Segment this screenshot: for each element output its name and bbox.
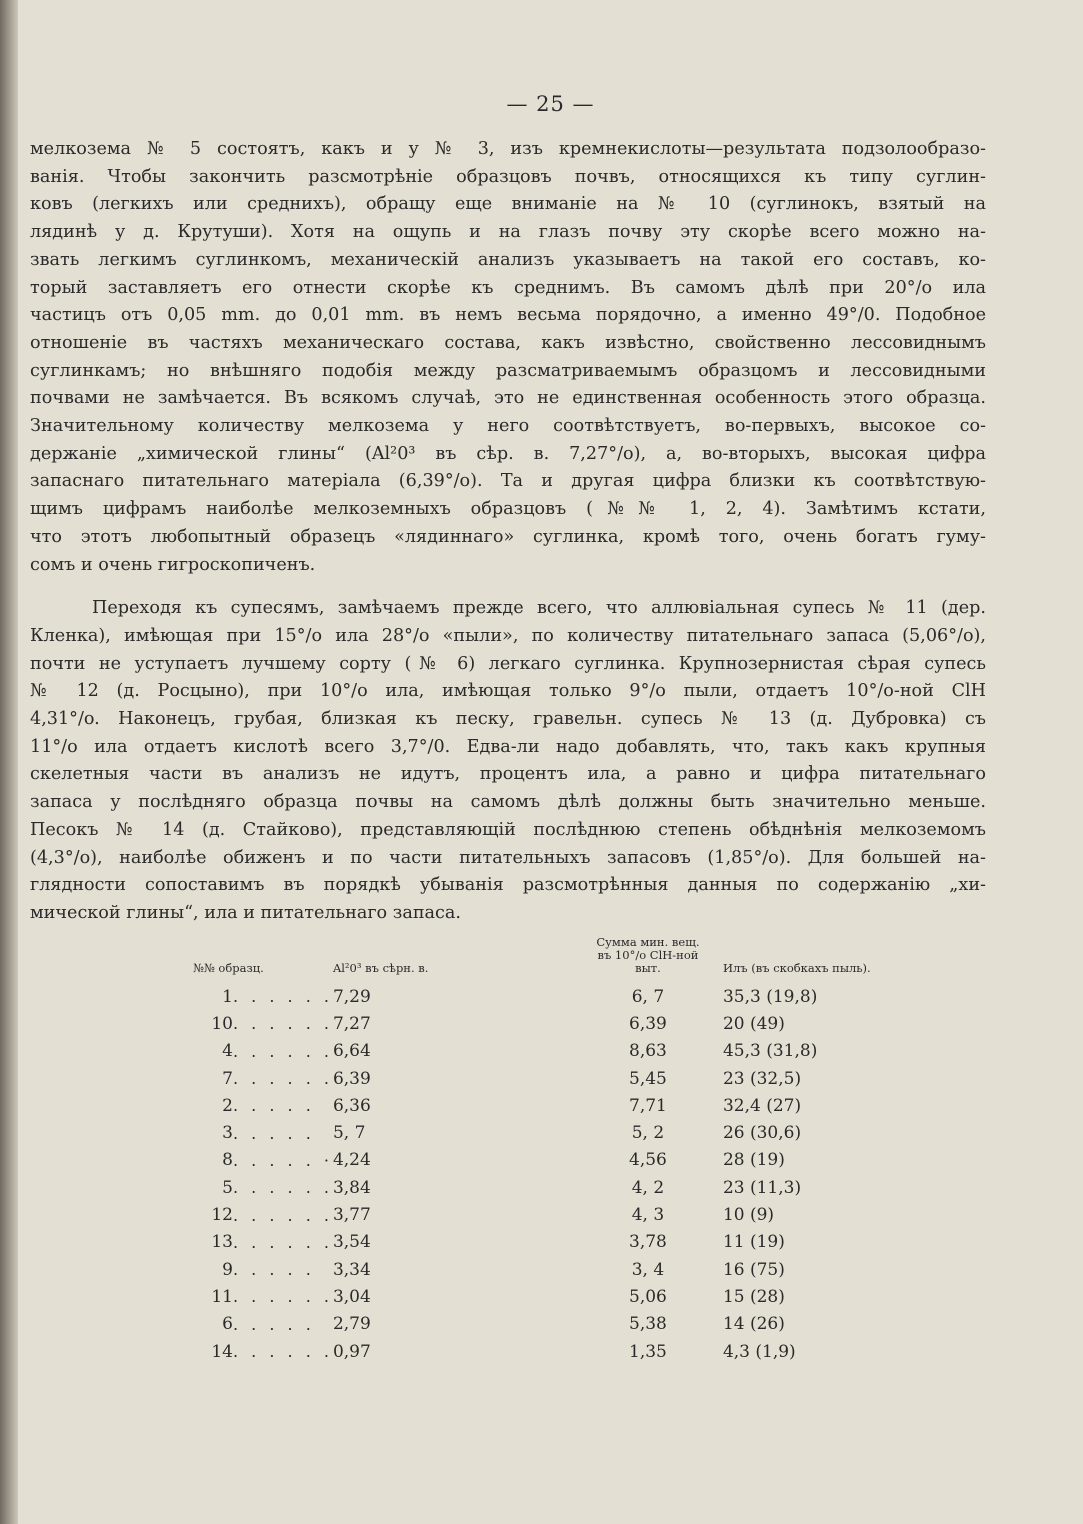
header-sample-no: №№ образц. [193,961,264,975]
cell-leader-dots: . . . . . . [233,1014,333,1034]
cell-al2o3: 5, 7 [332,1123,366,1144]
text-line: суглинкамъ; но внѣшняго подобія между разсматриваемымъ образцомъ и лессовидными [30,360,986,381]
table-row [193,983,953,1010]
header-al2o3: Al²0³ въ сѣрн. в. [332,961,429,975]
cell-silt-dust: 20 (49) [722,1013,785,1034]
cell-sample-no: 7 [222,1068,233,1089]
cell-sample-no: 4 [222,1041,233,1062]
text-line: Песокъ № 14 (д. Стайково), представляющій послѣднюю степень обѣднѣнія мелкоземомъ [30,819,986,840]
text-line: 11°/o ила отдаетъ кислотѣ всего 3,7°/0. Едва-ли надо добавлять, что, такъ какъ крупныя [30,736,986,757]
text-line: Переходя къ супесямъ, замѣчаемъ прежде всего, что аллювіальная супесь № 11 (дер. [92,598,986,619]
cell-leader-dots: . . . . . . [233,1178,333,1198]
cell-silt-dust: 4,3 (1,9) [722,1341,796,1362]
cell-leader-dots: . . . . . . [233,1232,333,1252]
cell-mineral-sum: 8,63 [629,1041,667,1062]
cell-leader-dots: . . . . . [233,1260,315,1280]
table-header-row [193,936,953,983]
cell-sample-no: 13 [211,1232,233,1253]
cell-mineral-sum: 6, 7 [631,986,665,1007]
table-row [193,1201,953,1228]
text-line: звать легкимъ суглинкомъ, механическій анализъ указываетъ на такой его составъ, ко- [30,249,986,270]
cell-sample-no: 5 [222,1177,233,1198]
header-mineral-sum-line3: выт. [635,961,661,975]
cell-al2o3: 3,84 [332,1177,371,1198]
cell-leader-dots: . . . . . . [233,1069,333,1089]
page-number: — 25 — [506,92,595,116]
table-row [193,1338,953,1365]
table-row [193,1010,953,1037]
body-text [30,136,986,928]
cell-sample-no: 11 [211,1286,233,1307]
cell-leader-dots: . . . . . [233,1096,315,1116]
cell-silt-dust: 28 (19) [722,1150,785,1171]
table-row [193,1147,953,1174]
cell-mineral-sum: 5,45 [629,1068,667,1089]
table-row [193,1311,953,1338]
cell-al2o3: 6,39 [332,1068,371,1089]
cell-leader-dots: . . . . . [233,1123,315,1143]
cell-al2o3: 6,64 [332,1041,371,1062]
cell-sample-no: 10 [211,1013,233,1034]
text-line: что этотъ любопытный образецъ «лядиннаго» суглинка, кромѣ того, очень богатъ гуму- [30,526,986,547]
cell-leader-dots: . . . . . [233,1314,315,1334]
cell-mineral-sum: 4, 2 [631,1177,665,1198]
cell-sample-no: 14 [211,1341,233,1362]
soil-data-table [193,936,953,1365]
cell-sample-no: 3 [222,1123,233,1144]
book-spine-shadow [0,0,18,1524]
cell-silt-dust: 23 (32,5) [722,1068,802,1089]
text-line: 4,31°/o. Наконецъ, грубая, близкая къ песку, гравельн. супесь № 13 (д. Дубровка) съ [30,709,986,730]
table-row [193,1229,953,1256]
cell-sample-no: 8 [222,1150,233,1171]
cell-silt-dust: 14 (26) [722,1314,785,1335]
cell-al2o3: 3,34 [332,1259,371,1280]
cell-silt-dust: 23 (11,3) [722,1177,802,1198]
text-line: отношеніе въ частяхъ механическаго состава, какъ извѣстно, свойственно лессовиднымъ [30,332,986,353]
cell-al2o3: 7,27 [332,1013,371,1034]
cell-leader-dots: . . . . . . [233,1287,333,1307]
cell-silt-dust: 11 (19) [722,1232,785,1253]
text-line: запаса у послѣдняго образца почвы на самомъ дѣлѣ должны быть значительно меньше. [30,792,986,813]
paragraph-1 [30,136,986,579]
text-line: ковъ (легкихъ или среднихъ), обращу еще вниманіе на № 10 (суглинокъ, взятый на [30,194,986,215]
text-line: торый заставляетъ его отнести скорѣе къ среднимъ. Въ самомъ дѣлѣ при 20°/o ила [30,277,986,298]
cell-leader-dots: . . . . . . [233,1041,333,1061]
cell-mineral-sum: 5,06 [629,1286,667,1307]
cell-mineral-sum: 5, 2 [631,1123,665,1144]
cell-leader-dots: . . . . . . [233,987,333,1007]
table-row [193,1119,953,1146]
text-line: мелкозема № 5 состоятъ, какъ и у № 3, изъ кремнекислоты—результата подзолообразо- [30,139,986,159]
cell-mineral-sum: 4,56 [629,1150,667,1171]
table-row [193,1283,953,1310]
cell-silt-dust: 26 (30,6) [722,1123,802,1144]
table-row [193,1065,953,1092]
text-line: мической глины“, ила и питательнаго запаса. [30,902,461,923]
cell-mineral-sum: 1,35 [629,1341,667,1362]
text-line: (4,3°/o), наиболѣе обиженъ и по части питательныхъ запасовъ (1,85°/o). Для большей на- [30,847,986,868]
cell-al2o3: 0,97 [332,1341,371,1362]
text-line: скелетныя части въ анализъ не идутъ, процентъ ила, а равно и цифра питательнаго [30,764,986,785]
cell-al2o3: 3,54 [332,1232,371,1253]
paragraph-2 [30,595,986,927]
cell-al2o3: 6,36 [332,1095,371,1116]
cell-silt-dust: 45,3 (31,8) [722,1041,818,1062]
text-line: сомъ и очень гигроскопиченъ. [30,554,316,575]
table-row [193,1174,953,1201]
cell-mineral-sum: 4, 3 [631,1205,665,1226]
header-silt-dust: Илъ (въ скобкахъ пыль). [722,961,871,975]
cell-mineral-sum: 6,39 [629,1013,667,1034]
cell-sample-no: 1 [222,986,233,1007]
cell-mineral-sum: 3, 4 [631,1259,665,1280]
text-line: Кленка), имѣющая при 15°/o ила 28°/o «пыли», по количеству питательнаго запаса (5,06°/o), [30,625,986,646]
cell-leader-dots: . . . . . · [233,1150,333,1170]
text-line: Значительному количеству мелкозема у него соотвѣтствуетъ, во-первыхъ, высокое со- [30,416,986,437]
cell-silt-dust: 16 (75) [722,1259,785,1280]
cell-sample-no: 2 [222,1095,233,1116]
text-line: запаснаго питательнаго матеріала (6,39°/o). Та и другая цифра близки къ соотвѣтствую- [30,471,986,492]
cell-silt-dust: 32,4 (27) [722,1095,802,1116]
cell-al2o3: 3,77 [332,1205,371,1226]
text-line: № 12 (д. Росцыно), при 10°/o ила, имѣющая только 9°/o пыли, отдаетъ 10°/o-ной ClH [30,681,986,702]
text-line: почти не уступаетъ лучшему сорту (№ 6) легкаго суглинка. Крупнозернистая сѣрая супесь [30,653,986,674]
cell-sample-no: 9 [222,1259,233,1280]
cell-mineral-sum: 7,71 [629,1095,667,1116]
book-page [18,0,1083,1524]
table-row [193,1038,953,1065]
cell-silt-dust: 35,3 (19,8) [722,986,818,1007]
header-mineral-sum-line2: въ 10°/o ClH-ной [597,948,699,962]
cell-mineral-sum: 5,38 [629,1314,667,1335]
text-line: держаніе „химической глины“ (Al²0³ въ сѣр. в. 7,27°/o), а, во-вторыхъ, высокая цифра [30,443,986,464]
cell-al2o3: 2,79 [332,1314,371,1335]
text-line: частицъ отъ 0,05 mm. до 0,01 mm. въ немъ весьма порядочно, а именно 49°/0. Подобное [30,305,986,326]
cell-sample-no: 6 [222,1314,233,1335]
cell-al2o3: 4,24 [332,1150,371,1171]
text-line: глядности сопоставимъ въ порядкѣ убыванія разсмотрѣнныя данныя по содержанію „хи- [30,875,986,896]
text-line: лядинѣ у д. Крутуши). Хотя на ощупь и на глазъ почву эту скорѣе всего можно на- [30,222,986,243]
cell-al2o3: 7,29 [332,986,371,1007]
table-row [193,1092,953,1119]
header-mineral-sum [573,936,723,983]
cell-silt-dust: 15 (28) [722,1286,785,1307]
cell-silt-dust: 10 (9) [722,1205,775,1226]
cell-leader-dots: . . . . . . [233,1205,333,1225]
header-mineral-sum-line1: Сумма мин. вещ. [596,935,700,949]
text-line: щимъ цифрамъ наиболѣе мелкоземныхъ образцовъ (№№ 1, 2, 4). Замѣтимъ кстати, [30,499,986,520]
cell-al2o3: 3,04 [332,1286,371,1307]
text-line: почвами не замѣчается. Въ всякомъ случаѣ, это не единственная особенность этого образца. [30,388,986,409]
text-line: ванія. Чтобы закончить разсмотрѣніе образцовъ почвъ, относящихся къ типу суглин- [30,166,986,187]
cell-leader-dots: . . . . . . [233,1342,333,1361]
table-row [193,1256,953,1283]
cell-mineral-sum: 3,78 [629,1232,667,1253]
cell-sample-no: 12 [211,1205,233,1226]
